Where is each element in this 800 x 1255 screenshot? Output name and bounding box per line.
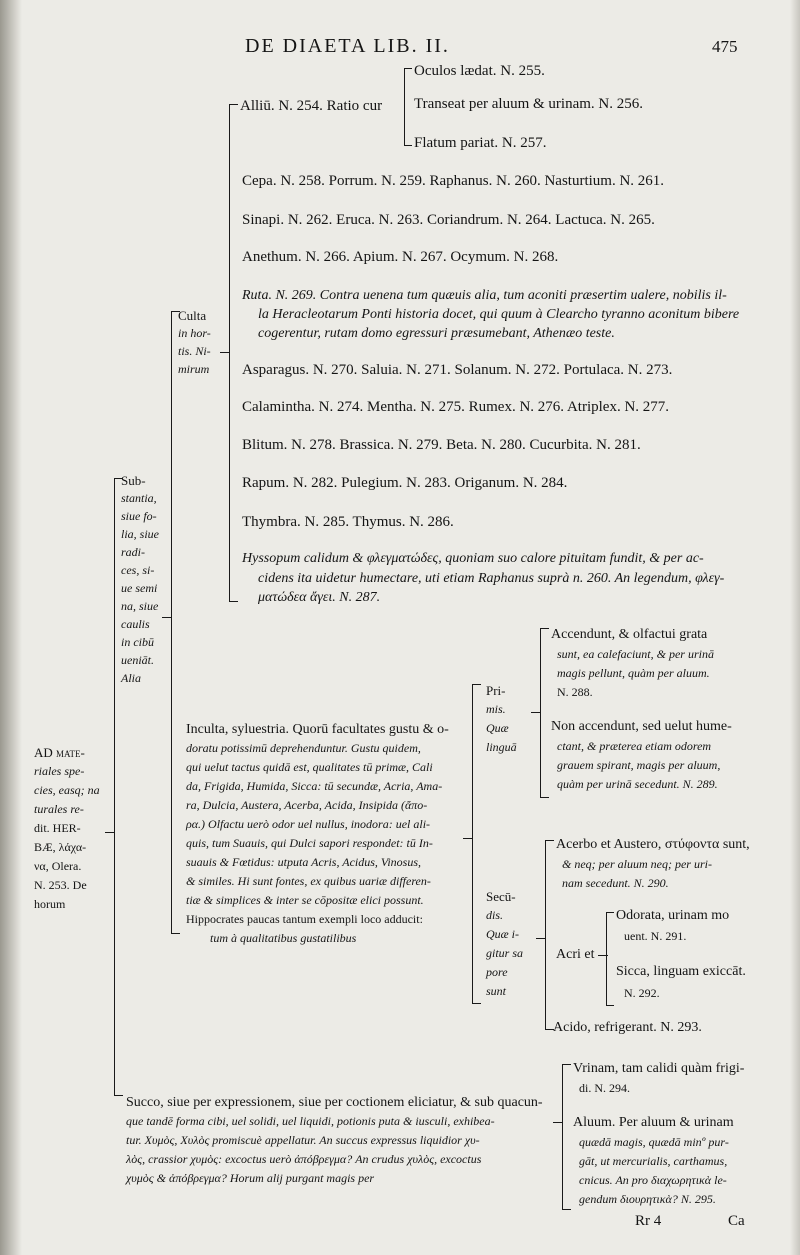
root-label: turales re-: [34, 802, 84, 816]
culta-label: Culta: [178, 308, 207, 323]
root-label: να, Olera.: [34, 859, 82, 873]
acri-brace-point: [598, 955, 608, 956]
succo-line: λὸς, crassior χυμὸς: excoctus uerò ἀπόβρεγμα? An crudus χυλὸς, excoctus: [126, 1152, 482, 1166]
inculta-line: ρα.) Olfactu uerò odor uel nullus, inodora: uel ali-: [186, 817, 431, 831]
sicca-line: Sicca, linguam exiccāt.: [616, 964, 746, 979]
running-title: DE DIAETA LIB. II.: [245, 35, 450, 57]
culta-label: tis. Ni-: [178, 344, 211, 358]
secundis-label: gitur sa: [486, 946, 524, 960]
secundis-brace: [545, 840, 554, 1030]
edge-shadow: [790, 0, 800, 1255]
inculta-line: ra, Dulcia, Austera, Acerba, Acida, Insipida (ἄπο-: [186, 798, 428, 812]
main-brace-point: [105, 832, 115, 833]
aluum-line: gāt, ut mercurialis, carthamus,: [579, 1154, 728, 1168]
substantia-label: ueniāt.: [121, 653, 154, 667]
non-accendunt-line: quàm per urinā secedunt. N. 289.: [557, 777, 718, 791]
culta-line: Thymbra. N. 285. Thymus. N. 286.: [242, 514, 454, 530]
root-label: dit. HER-: [34, 821, 81, 835]
substantia-label: ces, si-: [121, 563, 155, 577]
aluum-line: gendum διουρητικὰ? N. 295.: [579, 1192, 716, 1206]
acerbo-line: & neq; per aluum neq; per uri-: [562, 857, 712, 871]
hyssopum-line: ματώδεα ἄγει. N. 287.: [258, 590, 381, 605]
secundis-label: Quæ i-: [486, 927, 519, 941]
inculta-line: qui uelut tactus quidā est, qualitates tū primæ, Cali: [186, 760, 433, 774]
secundis-brace-point: [536, 938, 546, 939]
inculta-line: tiæ & simplices & inter se cōpositæ elici possunt.: [186, 893, 424, 907]
substantia-label: Sub-: [121, 473, 146, 488]
main-brace: [114, 478, 123, 1096]
inculta-line: tum à qualitatibus gustatilibus: [210, 931, 357, 945]
vrinam-line: Vrinam, tam calidi quàm frigi-: [573, 1061, 745, 1076]
secundis-label: dis.: [486, 908, 504, 922]
succo-line: tur. Χυμὸς, Χυλὸς promiscuè appellatur. An succus expressus liquidior χυ-: [126, 1133, 480, 1147]
vrinam-line: di. N. 294.: [579, 1081, 630, 1095]
inculta-brace: [472, 684, 481, 1004]
substantia-label: stantia,: [121, 491, 157, 505]
culta-line: Cepa. N. 258. Porrum. N. 259. Raphanus. N. 260. Nasturtium. N. 261.: [242, 173, 665, 189]
secundis-label: Secū-: [486, 889, 516, 904]
inculta-line: da, Frigida, Humida, Sicca: tū secundæ, Acria, Ama-: [186, 779, 443, 793]
inculta-line: Inculta, syluestria. Quorū facultates gustu & o-: [186, 722, 449, 737]
page-number: 475: [712, 37, 738, 56]
allium-item: Transeat per aluum & urinam. N. 256.: [414, 96, 643, 112]
aluum-line: Aluum. Per aluum & urinam: [573, 1115, 734, 1130]
culta-line: Rapum. N. 282. Pulegium. N. 283. Origanum. N. 284.: [242, 475, 568, 491]
culta-line: Calamintha. N. 274. Mentha. N. 275. Rumex. N. 276. Atriplex. N. 277.: [242, 399, 670, 415]
allium-head: Alliū. N. 254. Ratio cur: [240, 98, 383, 114]
ruta-line: Ruta. N. 269. Contra uenena tum quæuis alia, tum aconiti præsertim ualere, nobilis il-: [242, 288, 727, 303]
non-accendunt-line: grauem spirant, magis per aluum,: [557, 758, 721, 772]
allium-brace: [404, 68, 412, 146]
primis-label: Pri-: [486, 683, 506, 698]
allium-item: Oculos lædat. N. 255.: [414, 63, 545, 79]
substantia-label: caulis: [121, 617, 150, 631]
culta-brace: [229, 104, 238, 602]
secundis-label: sunt: [486, 984, 507, 998]
ruta-line: la Heracleotarum Ponti historia docet, qui quum à Clearcho tyranno aconitum bibere: [258, 307, 740, 322]
signature-mark: Rr 4: [635, 1213, 662, 1229]
culta-line: Sinapi. N. 262. Eruca. N. 263. Coriandrum. N. 264. Lactuca. N. 265.: [242, 212, 655, 228]
accendunt-line: magis pellunt, quàm per aluum.: [557, 666, 710, 680]
primis-label: linguā: [486, 740, 517, 754]
alia-brace: [171, 311, 180, 934]
gutter-shadow: [0, 0, 22, 1255]
acido-line: Acido, refrigerant. N. 293.: [553, 1020, 702, 1035]
secundis-label: pore: [486, 965, 508, 979]
catchword: Ca: [728, 1213, 745, 1229]
ruta-line: cogerentur, rutam domo egressuri præsumebant, Athenæo teste.: [258, 326, 615, 341]
inculta-line: & similes. Hi sunt fontes, ex quibus uariæ differen-: [186, 874, 431, 888]
acri-label: Acri et: [556, 947, 595, 962]
culta-line: Asparagus. N. 270. Saluia. N. 271. Solanum. N. 272. Portulaca. N. 273.: [242, 362, 673, 378]
odorata-line: uent. N. 291.: [624, 929, 687, 943]
inculta-line: Hippocrates paucas tantum exempli loco adducit:: [186, 912, 423, 926]
culta-label: in hor-: [178, 326, 211, 340]
non-accendunt-line: ctant, & præterea etiam odorem: [557, 739, 712, 753]
alia-brace-point: [162, 617, 172, 618]
primis-brace-point: [531, 712, 541, 713]
succo-line: que tandē forma cibi, uel solidi, uel liquidi, potionis puta & iusculi, exhibea-: [126, 1114, 495, 1128]
substantia-label: ue semi: [121, 581, 158, 595]
accendunt-line: sunt, ea calefaciunt, & per urinā: [557, 647, 714, 661]
culta-brace-point: [220, 352, 230, 353]
substantia-label: na, siue: [121, 599, 159, 613]
substantia-label: radi-: [121, 545, 145, 559]
inculta-line: suauis & Fœtidus: utputa Acris, Acidus, Vinosus,: [186, 855, 422, 869]
hyssopum-line: cidens ita uidetur humectare, uti etiam Raphanus suprà n. 260. An legendum, φλεγ-: [258, 571, 725, 586]
acri-brace: [606, 912, 614, 1006]
substantia-label: siue fo-: [121, 509, 157, 523]
culta-line: Anethum. N. 266. Apium. N. 267. Ocymum. N. 268.: [242, 249, 559, 265]
culta-label: mirum: [178, 362, 210, 376]
root-label: cies, easq; na: [34, 783, 100, 797]
culta-line: Blitum. N. 278. Brassica. N. 279. Beta. N. 280. Cucurbita. N. 281.: [242, 437, 641, 453]
primis-label: Quæ: [486, 721, 509, 735]
primis-label: mis.: [486, 702, 506, 716]
sicca-line: N. 292.: [624, 986, 660, 1000]
aluum-line: cnicus. An pro διαχωρητικὰ le-: [579, 1173, 727, 1187]
root-label: N. 253. De: [34, 878, 87, 892]
odorata-line: Odorata, urinam mo: [616, 908, 730, 923]
accendunt-line: N. 288.: [557, 685, 593, 699]
succo-line: Succo, siue per expressionem, siue per coctionem eliciatur, & sub quacun-: [126, 1095, 543, 1110]
acerbo-line: Acerbo et Austero, στύφοντα sunt,: [556, 837, 750, 852]
root-label: AD mate-: [34, 745, 85, 760]
succo-brace: [562, 1064, 571, 1210]
inculta-line: quis, tum Suauis, qui Dulci sapori respondet: tū In-: [186, 836, 433, 850]
accendunt-line: Accendunt, & olfactui grata: [551, 627, 708, 642]
non-accendunt-line: Non accendunt, sed uelut hume-: [551, 719, 732, 734]
root-label: riales spe-: [34, 764, 85, 778]
inculta-line: doratu potissimū deprehenduntur. Gustu quidem,: [186, 741, 421, 755]
allium-item: Flatum pariat. N. 257.: [414, 135, 547, 151]
substantia-label: Alia: [121, 671, 141, 685]
substantia-label: lia, siue: [121, 527, 159, 541]
primis-brace: [540, 628, 549, 798]
substantia-label: in cibū: [121, 635, 154, 649]
aluum-line: quædā magis, quædā minº pur-: [579, 1135, 729, 1149]
inculta-brace-point: [463, 838, 473, 839]
hyssopum-line: Hyssopum calidum & φλεγματώδες, quoniam suo calore pituitam fundit, & per ac-: [242, 551, 704, 566]
root-label: BÆ, λάχα-: [34, 840, 87, 854]
succo-brace-point: [553, 1122, 563, 1123]
succo-line: χυμὸς & ἀπόβρεγμα? Horum alij purgant magis per: [126, 1171, 375, 1185]
root-label: horum: [34, 897, 66, 911]
acerbo-line: nam secedunt. N. 290.: [562, 876, 669, 890]
